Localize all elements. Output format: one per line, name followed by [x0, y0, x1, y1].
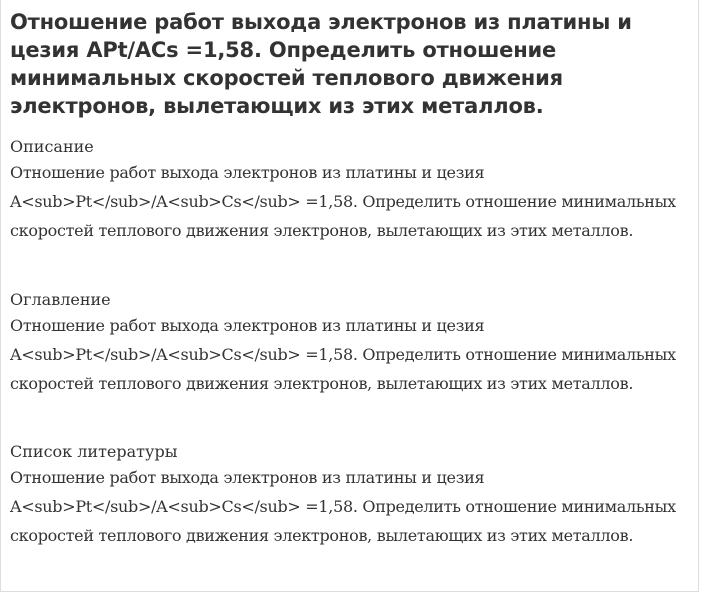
section-heading-description: Описание	[10, 137, 94, 156]
section-contents	[10, 289, 690, 398]
section-text-description: Отношение работ выхода электронов из платины и цезия A<sub>Pt</sub>/A<sub>Cs</sub> =1,58. Определить отношение минимальных скоростей теплового движения электронов, вылетающих из этих металлов.	[10, 163, 676, 240]
section-references	[10, 441, 690, 550]
page-title: Отношение работ выхода электронов из платины и цезия APt/ACs =1,58. Определить отношение минимальных скоростей теплового движения электронов, вылетающих из этих металлов.	[10, 10, 632, 118]
section-heading-references: Список литературы	[10, 442, 178, 461]
section-description	[10, 136, 690, 245]
section-text-contents: Отношение работ выхода электронов из платины и цезия A<sub>Pt</sub>/A<sub>Cs</sub> =1,58. Определить отношение минимальных скоростей теплового движения электронов, вылетающих из этих металлов.	[10, 316, 676, 393]
section-heading-contents: Оглавление	[10, 290, 111, 309]
section-text-references: Отношение работ выхода электронов из платины и цезия A<sub>Pt</sub>/A<sub>Cs</sub> =1,58. Определить отношение минимальных скоростей теплового движения электронов, вылетающих из этих металлов.	[10, 468, 676, 545]
